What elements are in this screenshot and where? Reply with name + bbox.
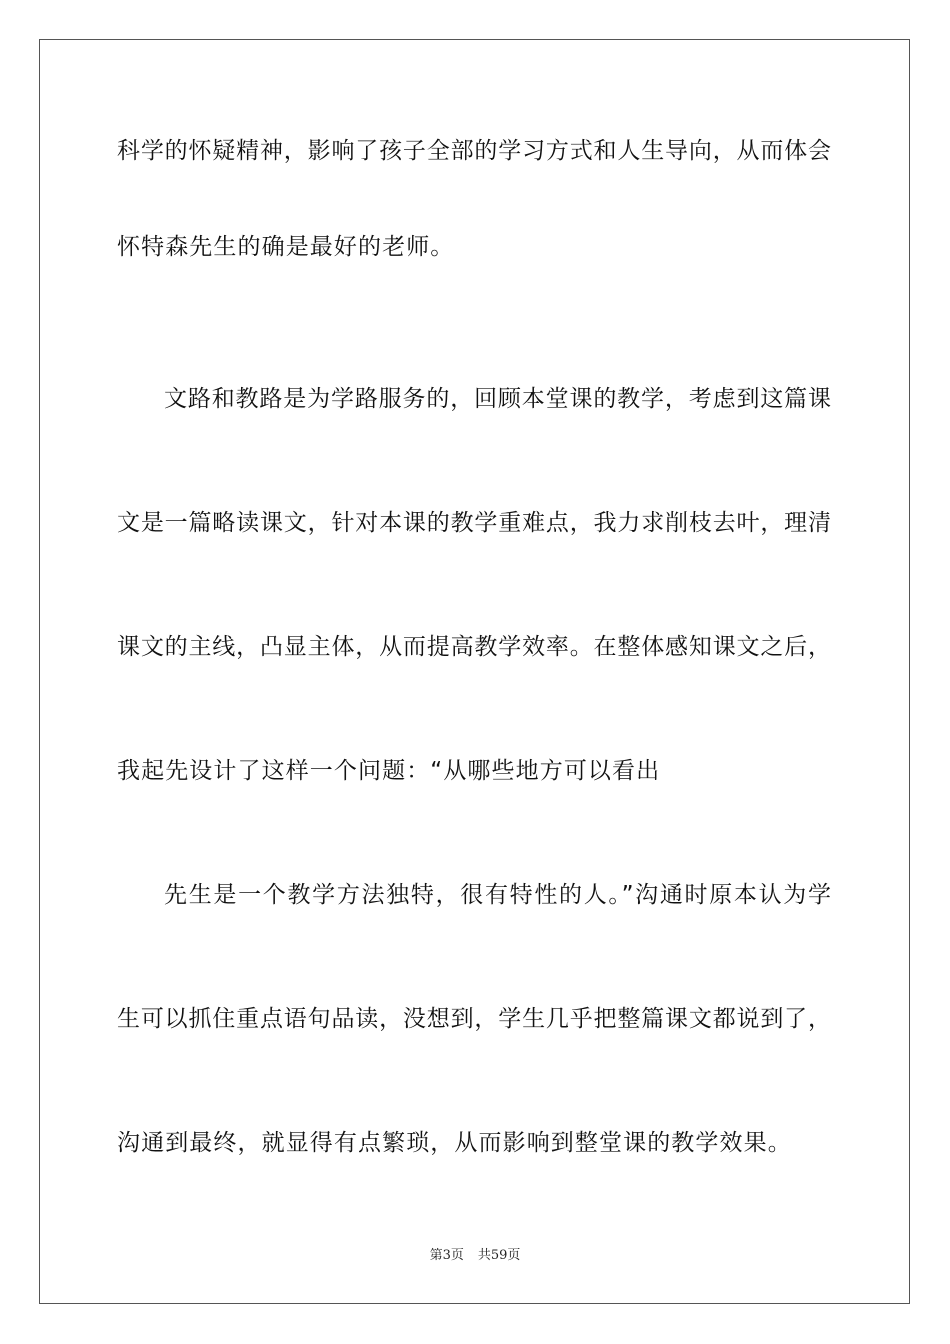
page-footer: [0, 1247, 950, 1265]
text-line-8: 生可以抓住重点语句品读，没想到，学生几乎把整篇课文都说到了，: [117, 1006, 831, 1032]
text-line-9: 沟通到最终，就显得有点繁琐，从而影响到整堂课的教学效果。: [117, 1130, 792, 1156]
page-number: 第3页: [429, 1248, 464, 1263]
text-line-3: 文路和教路是为学路服务的，回顾本堂课的教学，考虑到这篇课: [164, 386, 831, 412]
total-pages: 共59页: [477, 1248, 521, 1263]
text-line-7: 先生是一个教学方法独特，很有特性的人。”沟通时原本认为学: [164, 882, 831, 908]
text-line-4: 文是一篇略读课文，针对本课的教学重难点，我力求削枝去叶，理清: [117, 510, 831, 536]
text-line-1: 科学的怀疑精神，影响了孩子全部的学习方式和人生导向，从而体会: [117, 138, 831, 164]
text-line-5: 课文的主线，凸显主体，从而提高教学效率。在整体感知课文之后，: [117, 634, 831, 660]
page-border: [39, 39, 910, 1304]
text-line-6: 我起先设计了这样一个问题：“从哪些地方可以看出: [117, 758, 661, 784]
text-line-2: 怀特森先生的确是最好的老师。: [117, 234, 455, 260]
